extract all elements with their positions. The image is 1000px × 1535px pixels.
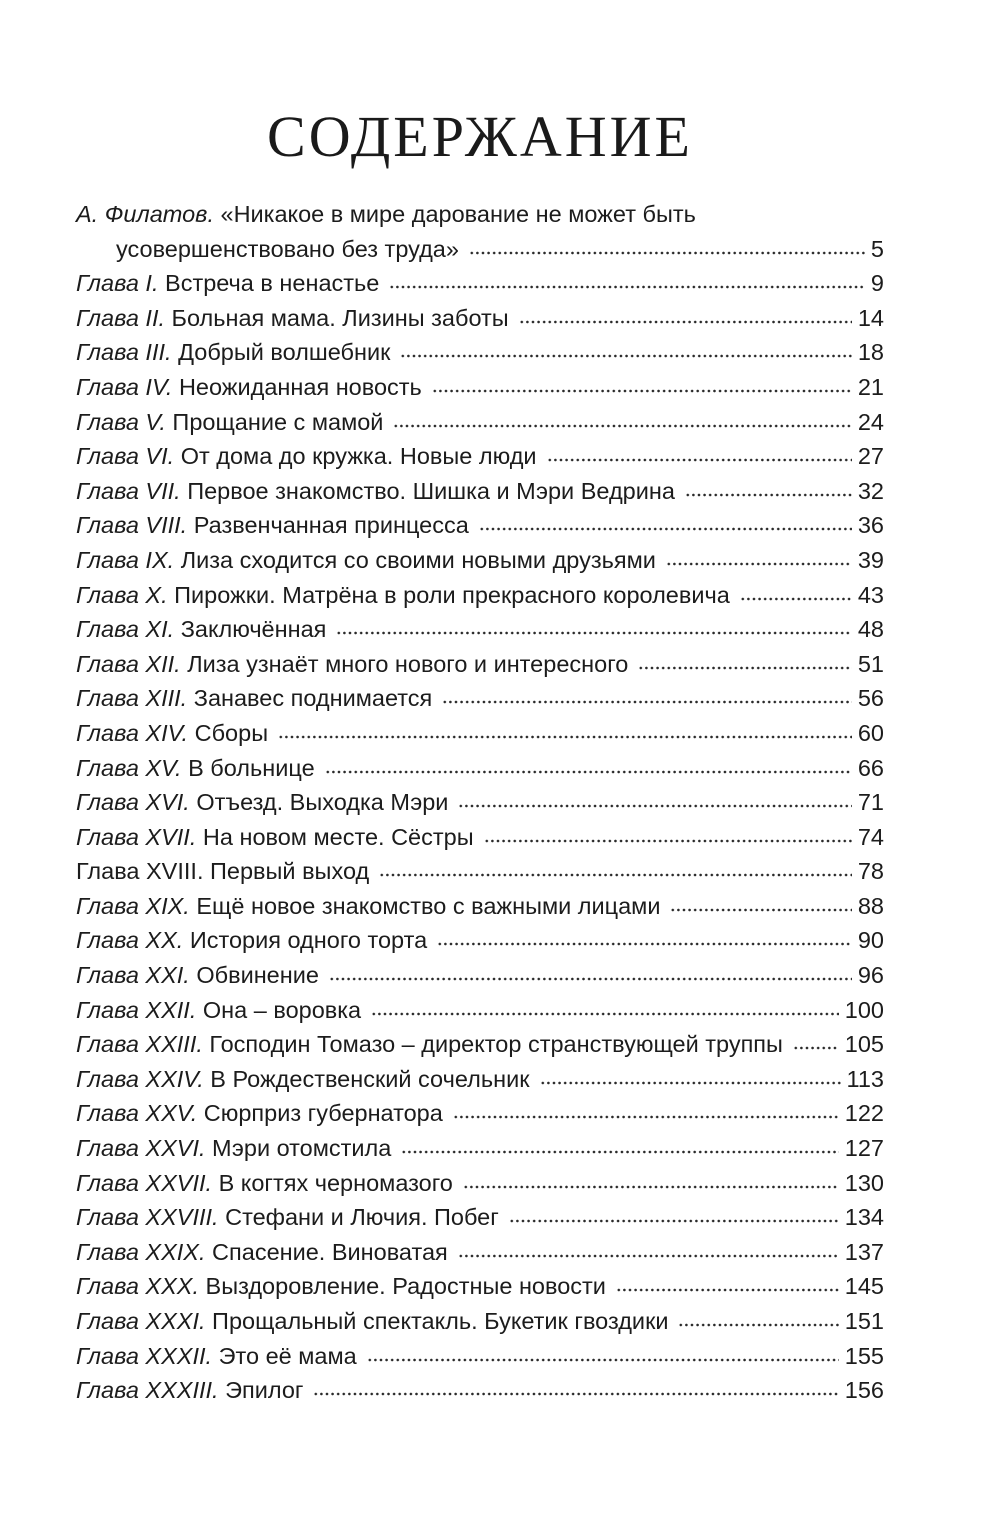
toc-page-number: 71 <box>857 789 884 816</box>
page-title: СОДЕРЖАНИЕ <box>267 104 693 169</box>
leader-dots <box>519 319 852 325</box>
leader-dots <box>379 872 852 878</box>
toc-entry-label: Глава XVI. <box>76 789 190 816</box>
toc-entry-label: Глава XXIII. <box>76 1031 203 1058</box>
toc-entry-title: Отъезд. Выходка Мэри <box>196 789 449 816</box>
toc-entry-label: Глава XXIX. <box>76 1238 206 1265</box>
toc-entry-label: Глава VI. <box>76 443 175 470</box>
toc-entry-title: Это её мама <box>218 1342 357 1369</box>
toc-entry-chapter[interactable] <box>76 1373 884 1408</box>
toc-entry-chapter[interactable] <box>76 301 884 336</box>
toc-entry-label: Глава V. <box>76 408 166 435</box>
toc-entry-label: Глава XV. <box>76 754 182 781</box>
leader-dots <box>540 1080 841 1086</box>
toc-entry-chapter[interactable] <box>76 1062 884 1097</box>
toc-entry-chapter[interactable] <box>76 820 884 855</box>
toc-entry-title: Сборы <box>194 719 269 746</box>
leader-dots <box>666 561 852 567</box>
toc-entry-label: Глава IX. <box>76 546 175 573</box>
leader-dots <box>740 596 852 602</box>
toc-page-number: 134 <box>844 1204 884 1231</box>
toc-entry-title: Эпилог <box>225 1377 304 1404</box>
toc-entry-title: От дома до кружка. Новые люди <box>180 443 537 470</box>
toc-page-number: 74 <box>857 823 884 850</box>
toc-page-number: 51 <box>857 650 884 677</box>
toc-entry-chapter[interactable] <box>76 508 884 543</box>
toc-page-number: 27 <box>857 443 884 470</box>
leader-dots <box>329 976 852 982</box>
toc-page-number: 100 <box>844 996 884 1023</box>
toc-entry-chapter[interactable] <box>76 647 884 682</box>
toc-page-number: 48 <box>857 616 884 643</box>
toc-page-number: 151 <box>844 1308 884 1334</box>
toc-entry-label: Глава XXIV. <box>76 1065 204 1092</box>
leader-dots <box>371 1011 839 1017</box>
toc-entry-label: Глава XI. <box>76 616 175 643</box>
leader-dots <box>469 250 865 256</box>
leader-dots <box>401 1149 838 1155</box>
toc-entry-title: Обвинение <box>196 962 319 989</box>
toc-entry-label: Глава III. <box>76 339 172 366</box>
leader-dots <box>432 388 852 394</box>
toc-entry-label: Глава XVIII. <box>76 858 204 885</box>
toc-entry-label: Глава X. <box>76 581 168 608</box>
toc-entry-label: Глава XX. <box>76 927 184 954</box>
toc-entry-label: Глава XXXI. <box>76 1308 206 1334</box>
toc-entry-label: Глава VII. <box>76 477 181 504</box>
leader-dots <box>437 941 852 947</box>
toc-entry-chapter[interactable] <box>76 1269 884 1304</box>
toc-page-number: 60 <box>857 719 884 746</box>
toc-entry-title: Сюрприз губернатора <box>203 1100 443 1127</box>
toc-page-number: 5 <box>870 235 884 262</box>
toc-entry-label: Глава IV. <box>76 373 173 400</box>
toc-entry-title: Неожиданная новость <box>178 373 422 400</box>
toc-page-number: 155 <box>844 1342 884 1369</box>
toc-entry-title: «Никакое в мире дарование не может быть <box>220 201 696 227</box>
leader-dots <box>463 1184 839 1190</box>
toc-page-number: 18 <box>857 339 884 366</box>
toc-entry-title: Больная мама. Лизины заботы <box>171 304 509 331</box>
toc-entry-chapter[interactable] <box>76 1339 884 1374</box>
toc-page-number: 36 <box>857 512 884 539</box>
toc-entry-label: Глава XVII. <box>76 823 197 850</box>
leader-dots <box>367 1357 839 1363</box>
toc-entry-title: Спасение. Виноватая <box>212 1238 448 1265</box>
toc-entry-title: Выздоровление. Радостные новости <box>205 1273 606 1300</box>
toc-page-number: 127 <box>844 1135 884 1162</box>
toc-entry-chapter[interactable] <box>76 1200 884 1235</box>
toc-entry-chapter[interactable] <box>76 578 884 613</box>
toc-entry-chapter[interactable] <box>76 785 884 820</box>
leader-dots <box>484 838 852 844</box>
toc-entry-title: Заключённая <box>180 616 327 643</box>
toc-entry-foreword[interactable] <box>76 197 884 266</box>
toc-entry-label: Глава II. <box>76 304 166 331</box>
toc-entry-title-continued: усовершенствовано без труда» <box>116 235 459 262</box>
toc-page-number: 56 <box>857 685 884 712</box>
toc-entry-title: В Рождественский сочельник <box>210 1065 530 1092</box>
toc-entry-label: Глава XXII. <box>76 996 197 1023</box>
leader-dots <box>793 1045 839 1051</box>
leader-dots <box>678 1322 838 1328</box>
leader-dots <box>336 630 851 636</box>
toc-page-number: 90 <box>857 927 884 954</box>
toc-entry-label: Глава XXVII. <box>76 1169 213 1196</box>
toc-entry-label: Глава XXVI. <box>76 1135 206 1162</box>
toc-entry-title: Она – воровка <box>202 996 362 1023</box>
toc-entry-title: На новом месте. Сёстры <box>202 823 474 850</box>
leader-dots <box>393 423 851 429</box>
toc-page-number: 14 <box>857 304 884 331</box>
toc-page-number: 78 <box>857 858 884 885</box>
toc-entry-label: Глава VIII. <box>76 512 188 539</box>
toc-entry-title: Стефани и Лючия. Побег <box>225 1204 499 1231</box>
leader-dots <box>685 492 852 498</box>
toc-entry-chapter[interactable] <box>76 923 884 958</box>
toc-entry-chapter[interactable] <box>76 751 884 786</box>
toc-entry-title: Мэри отомстила <box>212 1135 392 1162</box>
toc-page-number: 156 <box>844 1377 884 1404</box>
toc-entry-chapter[interactable] <box>76 474 884 509</box>
toc-entry-chapter[interactable] <box>76 1235 884 1270</box>
toc-page-number: 96 <box>857 962 884 989</box>
leader-dots <box>458 803 851 809</box>
toc-entry-chapter[interactable] <box>76 612 884 647</box>
leader-dots <box>479 526 852 532</box>
toc-entry-title: Прощальный спектакль. Букетик гвоздики <box>212 1308 669 1334</box>
toc-entry-label: Глава XXXII. <box>76 1342 213 1369</box>
toc-entry-chapter[interactable] <box>76 405 884 440</box>
toc-entry-chapter[interactable] <box>76 1027 884 1062</box>
toc-entry-title: Первый выход <box>210 858 370 885</box>
toc-entry-title: Пирожки. Матрёна в роли прекрасного королевича <box>174 581 730 608</box>
toc-entry-chapter[interactable] <box>76 716 884 751</box>
leader-dots <box>638 665 852 671</box>
toc-entry-label: Глава XII. <box>76 650 181 677</box>
toc-entry-title: Ещё новое знакомство с важными лицами <box>196 892 661 919</box>
leader-dots <box>400 353 851 359</box>
toc-page-number: 122 <box>844 1100 884 1127</box>
leader-dots <box>442 699 852 705</box>
toc-entry-title: В когтях черномазого <box>218 1169 453 1196</box>
toc-entry-chapter[interactable] <box>76 439 884 474</box>
toc-page-number: 66 <box>857 754 884 781</box>
toc-entry-chapter[interactable] <box>76 993 884 1028</box>
toc-page-number: 145 <box>844 1273 884 1300</box>
leader-dots <box>616 1287 839 1293</box>
toc-page-number: 43 <box>857 581 884 608</box>
toc-entry-title: Занавес поднимается <box>193 685 433 712</box>
toc-entry-label: Глава XIX. <box>76 892 190 919</box>
toc-entry-label: Глава XIII. <box>76 685 188 712</box>
leader-dots <box>509 1218 839 1224</box>
toc-entry-chapter[interactable] <box>76 1096 884 1131</box>
leader-dots <box>458 1253 839 1259</box>
toc-entry-title: Лиза узнаёт много нового и интересного <box>187 650 629 677</box>
leader-dots <box>389 284 865 290</box>
toc-page-number: 137 <box>844 1238 884 1265</box>
toc-page-number: 88 <box>857 892 884 919</box>
toc-entry-chapter[interactable] <box>76 1304 884 1339</box>
table-of-contents <box>76 197 884 1408</box>
toc-entry-label: Глава XXI. <box>76 962 190 989</box>
toc-entry-label: Глава I. <box>76 270 159 297</box>
toc-entry-chapter[interactable] <box>76 1166 884 1201</box>
toc-entry-title: В больнице <box>188 754 315 781</box>
toc-page-number: 130 <box>844 1169 884 1196</box>
toc-entry-label: Глава XXX. <box>76 1273 199 1300</box>
toc-entry-chapter[interactable] <box>76 681 884 716</box>
toc-entry-chapter[interactable] <box>76 543 884 578</box>
toc-entry-chapter[interactable] <box>76 854 884 889</box>
leader-dots <box>670 907 851 913</box>
toc-entry-title: Первое знакомство. Шишка и Мэри Ведрина <box>187 477 675 504</box>
toc-entry-title: История одного торта <box>189 927 428 954</box>
toc-entry-chapter[interactable] <box>76 889 884 924</box>
toc-entry-title: Прощание с мамой <box>172 408 384 435</box>
leader-dots <box>278 734 852 740</box>
leader-dots <box>325 769 852 775</box>
toc-entry-label: Глава XIV. <box>76 719 189 746</box>
toc-entry-chapter[interactable] <box>76 1131 884 1166</box>
toc-page-number: 24 <box>857 408 884 435</box>
toc-page-number: 9 <box>870 270 884 297</box>
toc-entry-chapter[interactable] <box>76 370 884 405</box>
toc-page-number: 39 <box>857 546 884 573</box>
toc-page-number: 105 <box>844 1031 884 1058</box>
leader-dots <box>547 457 852 463</box>
leader-dots <box>453 1114 839 1120</box>
leader-dots <box>313 1391 838 1397</box>
toc-entry-chapter[interactable] <box>76 958 884 993</box>
toc-page-number: 21 <box>857 373 884 400</box>
toc-page-number: 113 <box>846 1065 884 1092</box>
toc-entry-label: А. Филатов. <box>76 201 214 227</box>
toc-entry-title: Добрый волшебник <box>178 339 391 366</box>
toc-entry-chapter[interactable] <box>76 266 884 301</box>
toc-entry-label: Глава XXXIII. <box>76 1377 219 1404</box>
toc-entry-title: Господин Томазо – директор странствующей труппы <box>209 1031 783 1058</box>
toc-entry-chapter[interactable] <box>76 335 884 370</box>
toc-entry-title: Встреча в ненастье <box>165 270 380 297</box>
toc-entry-label: Глава XXV. <box>76 1100 198 1127</box>
toc-entry-title: Лиза сходится со своими новыми друзьями <box>180 546 656 573</box>
toc-page-number: 32 <box>857 477 884 504</box>
toc-entry-label: Глава XXVIII. <box>76 1204 219 1231</box>
toc-entry-title: Развенчанная принцесса <box>193 512 469 539</box>
